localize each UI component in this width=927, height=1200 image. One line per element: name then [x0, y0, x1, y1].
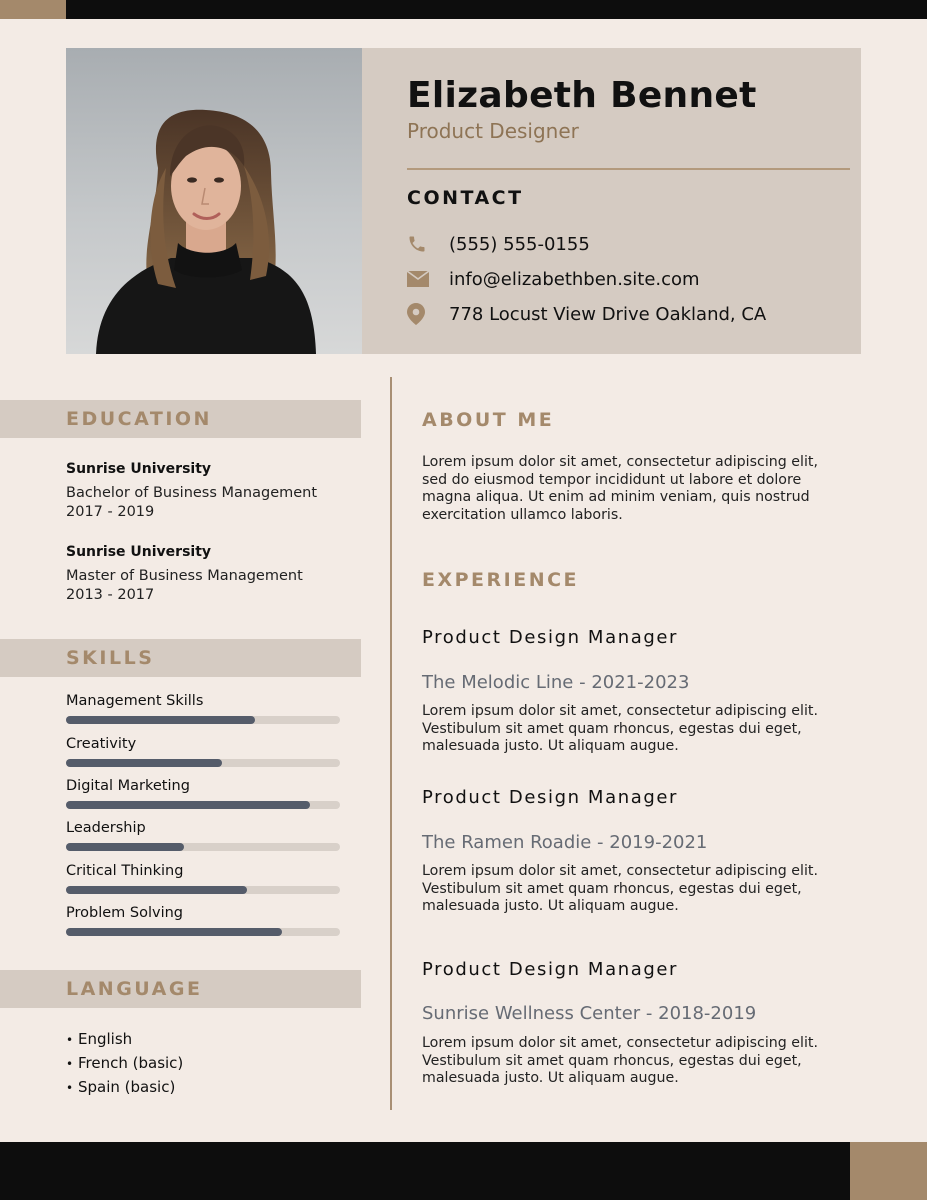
top-bar [0, 0, 927, 19]
header-panel [362, 48, 861, 354]
skill-name: Critical Thinking [66, 863, 184, 879]
candidate-role: Product Designer [407, 119, 579, 143]
skill-bar-track [66, 886, 340, 894]
bottom-bar [0, 1142, 927, 1200]
contact-heading: CONTACT [407, 187, 524, 209]
job-company: The Ramen Roadie - 2019-2021 [422, 832, 708, 853]
skill-name: Leadership [66, 820, 146, 836]
education-item [66, 544, 356, 603]
skill-name: Digital Marketing [66, 778, 190, 794]
job-title: Product Design Manager [422, 627, 679, 648]
language-name: French (basic) [78, 1054, 184, 1072]
language-item: • Spain (basic) [66, 1078, 176, 1096]
language-name: Spain (basic) [78, 1078, 176, 1096]
phone-text: (555) 555-0155 [449, 233, 590, 255]
skill-bar-track [66, 716, 340, 724]
mail-icon [407, 267, 437, 291]
contact-phone [407, 230, 590, 258]
skill-bar-track [66, 801, 340, 809]
skill-item [66, 736, 340, 752]
email-text: info@elizabethben.site.com [449, 268, 700, 290]
job-description: Lorem ipsum dolor sit amet, consectetur adipiscing elit. Vestibulum sit amet quam rhoncus, egestas dui eget, malesuada justo. Ut aliquam augue. [422, 703, 818, 754]
skill-bar-fill [66, 843, 184, 851]
contact-email [407, 265, 700, 293]
skills-band [0, 639, 361, 677]
job-company: The Melodic Line - 2021-2023 [422, 672, 690, 693]
candidate-name: Elizabeth Bennet [407, 75, 757, 116]
job-description: Lorem ipsum dolor sit amet, consectetur adipiscing elit. Vestibulum sit amet quam rhoncus, egestas dui eget, malesuada justo. Ut aliquam augue. [422, 1035, 818, 1086]
skill-item [66, 778, 340, 794]
bottom-accent-block [850, 1142, 927, 1200]
language-band [0, 970, 361, 1008]
skill-name: Creativity [66, 736, 137, 752]
skill-bar-fill [66, 928, 282, 936]
language-heading: LANGUAGE [66, 978, 203, 1000]
skill-bar-fill [66, 716, 255, 724]
skill-item [66, 693, 340, 709]
school-name: Sunrise University [66, 544, 212, 560]
about-heading: ABOUT ME [422, 409, 555, 431]
skill-bar-fill [66, 886, 247, 894]
education-item [66, 461, 356, 520]
job-company: Sunrise Wellness Center - 2018-2019 [422, 1003, 757, 1024]
skill-bar-fill [66, 759, 222, 767]
degree-name: Bachelor of Business Management [66, 485, 318, 501]
education-years: 2013 - 2017 [66, 587, 155, 603]
education-band [0, 400, 361, 438]
skill-bar-fill [66, 801, 310, 809]
skill-item [66, 820, 340, 836]
job-title: Product Design Manager [422, 787, 679, 808]
education-years: 2017 - 2019 [66, 504, 155, 520]
skill-bar-track [66, 759, 340, 767]
school-name: Sunrise University [66, 461, 212, 477]
portrait-photo [66, 48, 362, 354]
address-text: 778 Locust View Drive Oakland, CA [449, 303, 767, 325]
skill-bar-track [66, 928, 340, 936]
skill-name: Problem Solving [66, 905, 183, 921]
education-heading: EDUCATION [66, 408, 212, 430]
location-pin-icon [407, 302, 437, 326]
about-text: Lorem ipsum dolor sit amet, consectetur adipiscing elit, sed do eiusmod tempor incididunt ut labore et dolore magna aliqua. Ut enim ad minim veniam, quis nostrud exercitation ullamco laboris. [422, 454, 818, 523]
skill-name: Management Skills [66, 693, 204, 709]
skill-item [66, 905, 340, 921]
degree-name: Master of Business Management [66, 568, 303, 584]
phone-icon [407, 232, 437, 256]
column-divider [390, 377, 392, 1110]
skill-bar-track [66, 843, 340, 851]
header-divider [407, 168, 850, 170]
job-title: Product Design Manager [422, 959, 679, 980]
skills-heading: SKILLS [66, 647, 155, 669]
language-name: English [78, 1030, 133, 1048]
skill-item [66, 863, 340, 879]
contact-address [407, 300, 766, 328]
job-description: Lorem ipsum dolor sit amet, consectetur adipiscing elit. Vestibulum sit amet quam rhoncus, egestas dui eget, malesuada justo. Ut aliquam augue. [422, 863, 818, 914]
language-item: • English [66, 1030, 133, 1048]
top-accent-block [0, 0, 66, 19]
experience-heading: EXPERIENCE [422, 569, 580, 591]
language-item: • French (basic) [66, 1054, 184, 1072]
